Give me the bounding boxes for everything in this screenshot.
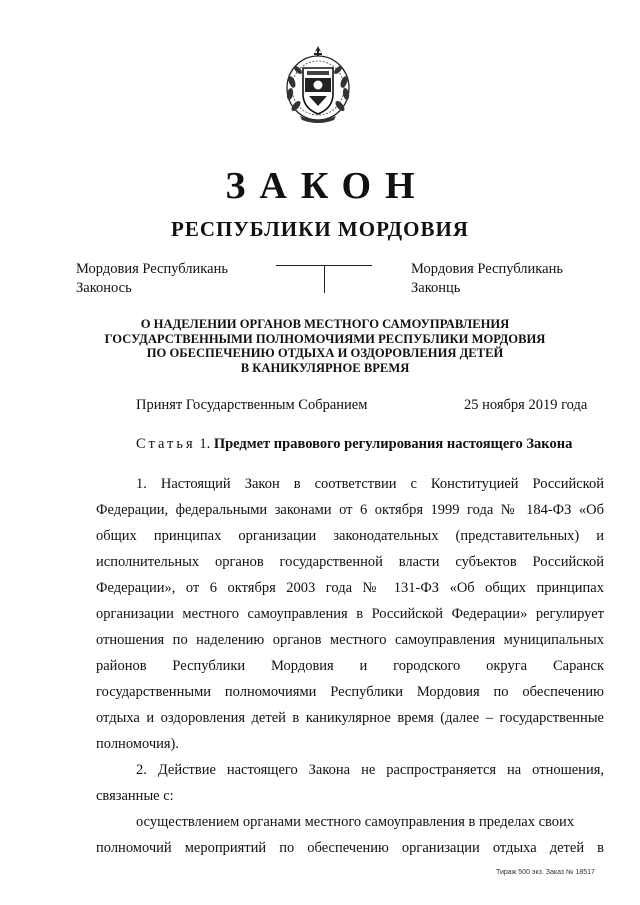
body-line: полномочий мероприятий по обеспечению организации отдыха детей в <box>96 840 604 856</box>
body-line: осуществлением органами местного самоуправления в пределах своих <box>136 814 575 830</box>
body-line: общих принципах организации законодательных (представительных) и <box>96 528 604 544</box>
law-heading <box>90 317 560 375</box>
law-heading-line-2: ГОСУДАРСТВЕННЫМИ ПОЛНОМОЧИЯМИ РЕСПУБЛИКИ МОРДОВИЯ <box>104 331 546 346</box>
body-line: государственными полномочиями Республики Мордовия по обеспечению <box>96 684 604 700</box>
moksha-title-line-1: Мордовия Республикань <box>76 261 228 277</box>
header-divider-vertical <box>324 265 325 293</box>
body-line: районов Республики Мордовия и городского округа Саранск <box>96 658 604 674</box>
adopted-date: 25 ноября 2019 года <box>464 397 588 413</box>
article-title: Предмет правового регулирования настоящего Закона <box>213 436 573 452</box>
document-title: ЗАКОН <box>225 165 429 207</box>
article-word: Статья <box>136 436 196 452</box>
body-line: 2. Действие настоящего Закона не распространяется на отношения, <box>136 762 604 778</box>
moksha-title-line-2: Законось <box>76 280 132 296</box>
body-line: отдыха и оздоровления детей в каникулярное время (далее – государственные <box>96 710 604 726</box>
coat-of-arms-emblem <box>282 44 354 124</box>
law-heading-line-4: В КАНИКУЛЯРНОЕ ВРЕМЯ <box>240 360 410 375</box>
body-line: связанные с: <box>96 788 174 804</box>
erzya-title-block <box>411 260 563 298</box>
erzya-title-line-2: Законць <box>411 280 461 296</box>
body-line: Федерации, федеральными законами от 6 октября 1999 года № 184-ФЗ «Об <box>96 502 604 518</box>
body-line: исполнительных органов государственной власти субъектов Российской <box>96 554 604 570</box>
body-line: Федерации», от 6 октября 2003 года № 131-ФЗ «Об общих принципах <box>96 580 604 596</box>
article-number: 1. <box>195 436 214 452</box>
body-line: полномочия). <box>96 736 180 752</box>
law-heading-line-3: ПО ОБЕСПЕЧЕНИЮ ОТДЫХА И ОЗДОРОВЛЕНИЯ ДЕТЕЙ <box>146 346 504 360</box>
body-line: отношения по наделению органов местного самоуправления муниципальных <box>96 632 604 648</box>
moksha-title-block <box>76 260 228 298</box>
print-run-info: Тираж 500 экз. Заказ № 18517 <box>496 869 595 876</box>
body-line: 1. Настоящий Закон в соответствии с Конституцией Российской <box>136 476 604 492</box>
body-line: организации местного самоуправления в Российской Федерации» регулирует <box>96 606 604 622</box>
article-heading <box>136 436 572 453</box>
erzya-title-line-1: Мордовия Республикань <box>411 261 563 277</box>
document-subtitle: РЕСПУБЛИКИ МОРДОВИЯ <box>171 217 469 241</box>
adopted-by-label: Принят Государственным Собранием <box>136 397 368 413</box>
law-heading-line-1: О НАДЕЛЕНИИ ОРГАНОВ МЕСТНОГО САМОУПРАВЛЕНИЯ <box>140 317 510 331</box>
